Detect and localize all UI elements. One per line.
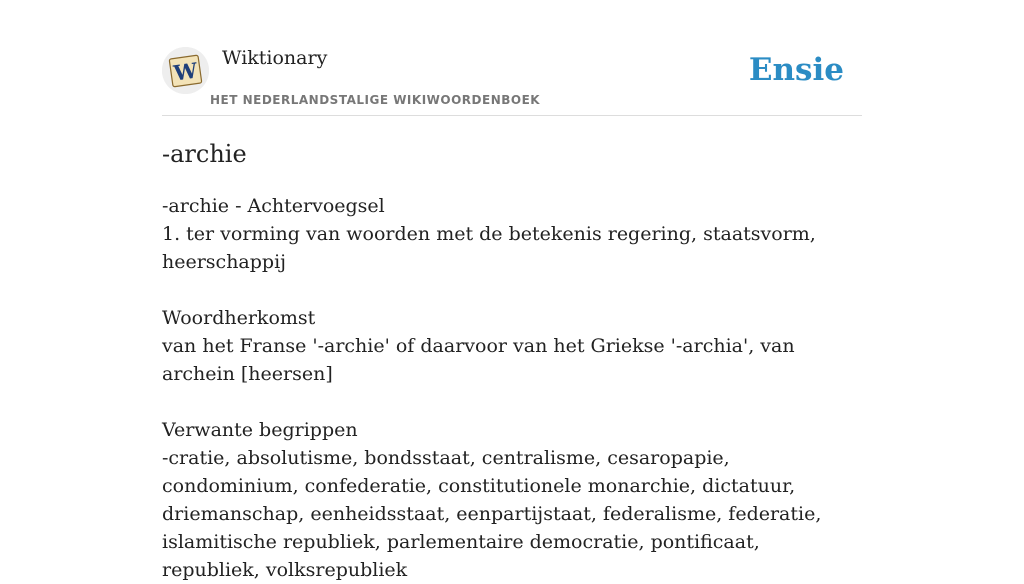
site-name-link[interactable]: Wiktionary — [222, 47, 328, 69]
spacer — [162, 388, 862, 416]
page — [162, 0, 862, 581]
related-heading: Verwante begrippen — [162, 419, 358, 441]
spacer — [162, 276, 862, 304]
definition-text: 1. ter vorming van woorden met de betekenis regering, staatsvorm, heerschappij — [162, 223, 816, 273]
definition-heading: -archie - Achtervoegsel — [162, 195, 385, 217]
site-tagline: HET NEDERLANDSTALIGE WIKIWOORDENBOEK — [210, 93, 541, 107]
etymology-heading: Woordherkomst — [162, 307, 316, 329]
entry-content — [162, 192, 862, 584]
ensie-brand-link[interactable]: Ensie — [748, 52, 844, 88]
page-title: -archie — [162, 140, 247, 168]
related-terms: -cratie, absolutisme, bondsstaat, centralisme, cesaropapie, condominium, confederatie, constitutionele monarchie, dictatuur, driemanschap, eenheidsstaat, eenpartijstaat, federalisme, federatie, islamitische republiek, parlementaire democratie, pontificaat, republiek, volksrepubliek — [162, 447, 822, 581]
site-header — [162, 0, 862, 116]
logo-letter: W — [172, 57, 199, 86]
wiktionary-logo-icon[interactable] — [162, 47, 209, 94]
etymology-text: van het Franse '-archie' of daarvoor van het Griekse '-archia', van archein [heersen] — [162, 335, 795, 385]
wiktionary-tile-icon — [162, 47, 209, 94]
